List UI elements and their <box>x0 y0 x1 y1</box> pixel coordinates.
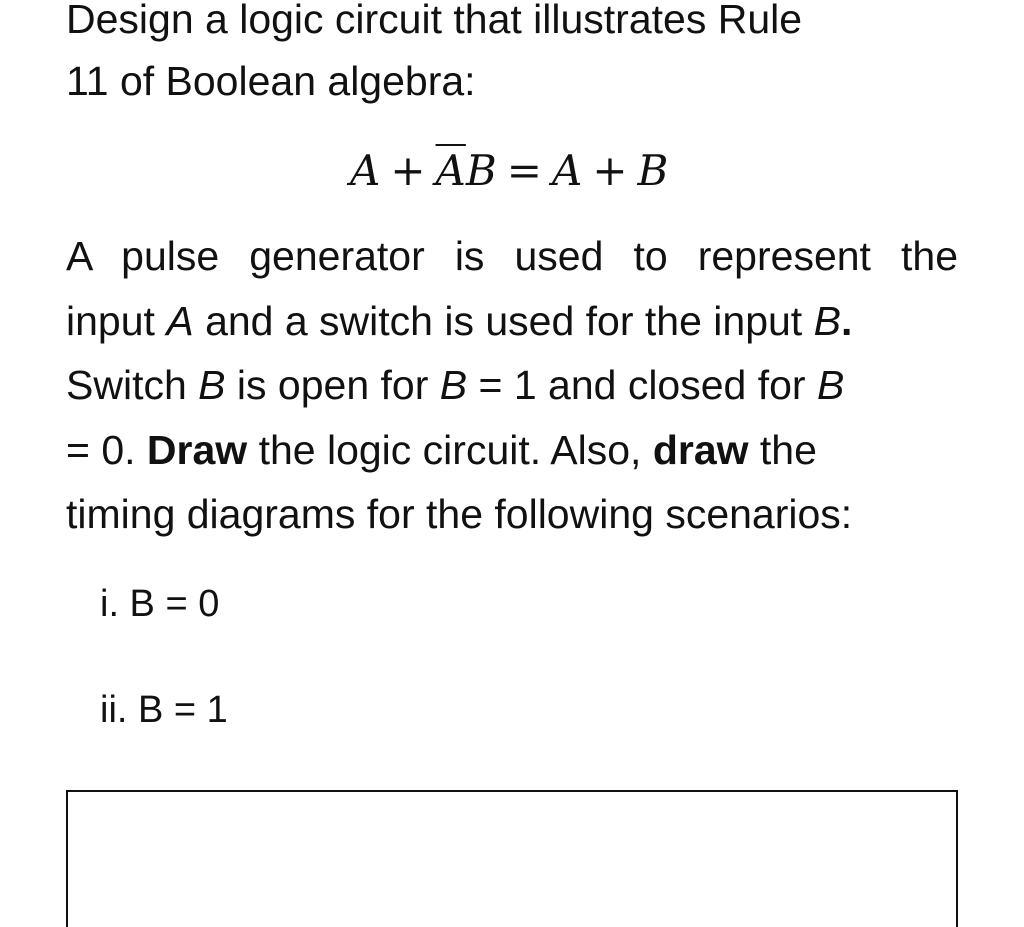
var-b: B <box>439 362 468 408</box>
formula-rhs-a: A <box>551 146 583 195</box>
text-segment: the logic circuit. Also, <box>247 426 653 473</box>
title-line-1: Design a logic circuit that illustrates Rule <box>66 0 803 42</box>
question-paragraph <box>66 224 958 547</box>
formula-plus-2: + <box>592 146 628 195</box>
formula-plus-1: + <box>390 146 426 195</box>
formula-lhs-a: A <box>350 146 381 195</box>
question-title <box>66 0 966 112</box>
text-segment: Switch <box>66 362 199 408</box>
formula-a-bar: $\overline{A}$ <box>435 146 466 195</box>
formula-b: B <box>465 146 497 195</box>
var-b: B <box>198 362 226 408</box>
boolean-formula <box>350 145 668 197</box>
text-segment: is open for <box>225 362 440 408</box>
title-line-2: 11 of Boolean algebra: <box>66 58 476 104</box>
text-segment: input <box>66 297 167 344</box>
text-segment: the <box>748 426 817 473</box>
paragraph-line-2 <box>66 289 958 354</box>
paragraph-line-1: A pulse generator is used to represent the <box>66 233 958 279</box>
paragraph-line-4 <box>66 418 958 483</box>
var-a: A <box>166 297 194 344</box>
bold-draw: Draw <box>146 426 248 473</box>
scenario-item-1: i. B = 0 <box>100 583 220 625</box>
var-b: B <box>816 362 845 408</box>
formula-equals: = <box>506 146 542 195</box>
scenario-item-2: ii. B = 1 <box>100 689 228 731</box>
bold-draw: draw <box>652 426 749 473</box>
formula-rhs-b: B <box>637 146 669 195</box>
text-segment: and a switch is used for the input <box>193 297 814 344</box>
paragraph-line-3 <box>66 353 958 418</box>
answer-box[interactable] <box>66 790 958 927</box>
text-segment: = 1 and closed for <box>467 362 817 408</box>
var-b: B <box>813 297 841 344</box>
paragraph-line-5: timing diagrams for the following scenarios: <box>66 491 853 537</box>
text-segment: = 0. <box>66 426 147 473</box>
text-segment: . <box>840 297 853 344</box>
